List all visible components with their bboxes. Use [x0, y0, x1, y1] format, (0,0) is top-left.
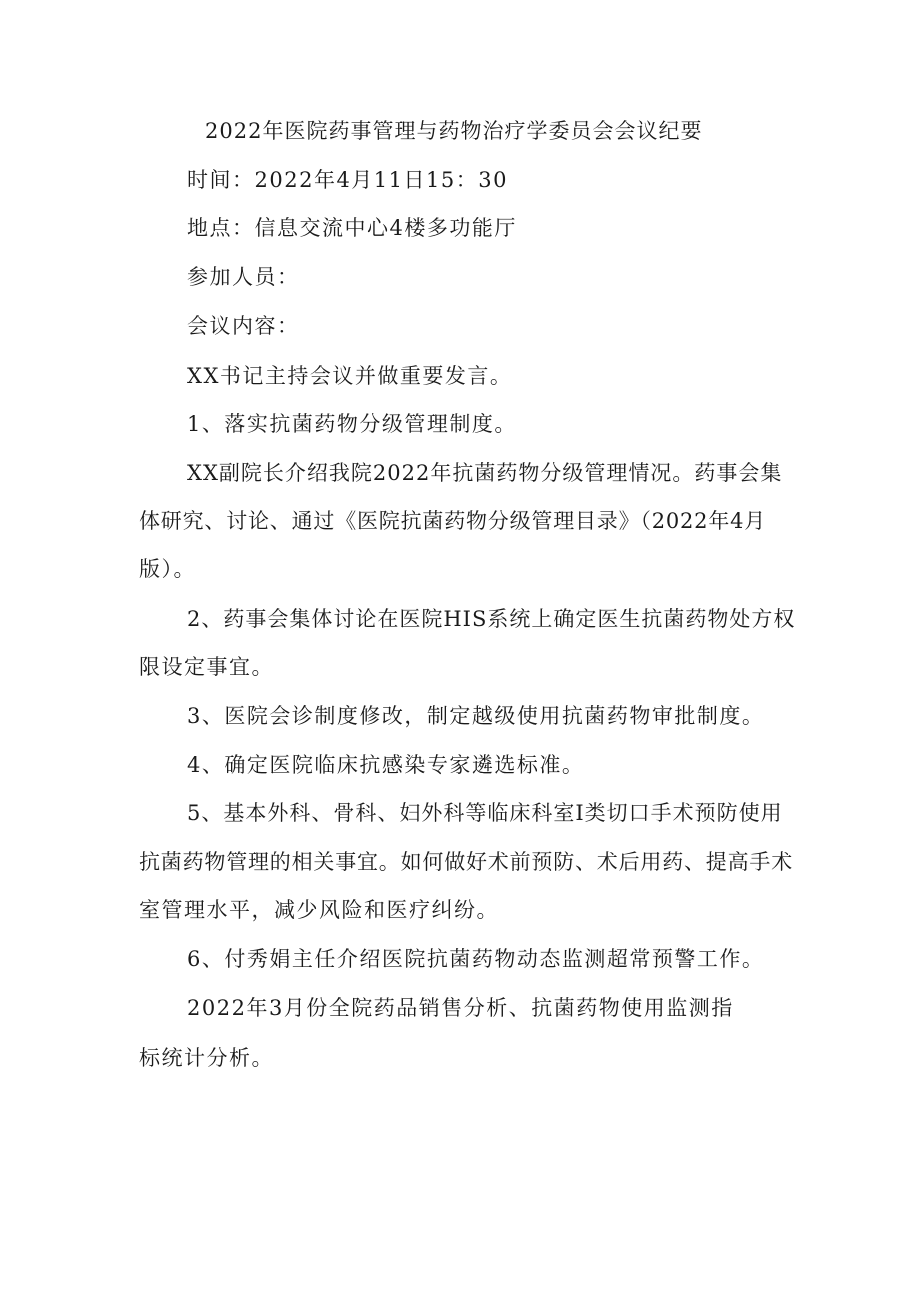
host-line: XX书记主持会议并做重要发言。: [187, 364, 513, 388]
document-title: 2022年医院药事管理与药物治疗学委员会会议纪要: [205, 119, 703, 143]
attendees-label: 参加人员：: [187, 265, 300, 289]
agenda-item-2-line-2: 限设定事宜。: [139, 655, 274, 679]
paragraph-1-line-3: 版）。: [139, 557, 196, 581]
agenda-item-5-line-1: 5、基本外科、骨科、妇外科等临床科室Ⅰ类切口手术预防使用: [187, 801, 783, 825]
agenda-item-3: 3、医院会诊制度修改，制定越级使用抗菌药物审批制度。: [187, 704, 765, 728]
paragraph-2-line-2: 标统计分析。: [139, 1046, 274, 1070]
agenda-item-5-line-3: 室管理水平，减少风险和医疗纠纷。: [139, 898, 499, 922]
agenda-item-6: 6、付秀娟主任介绍医院抗菌药物动态监测超常预警工作。: [187, 947, 765, 971]
paragraph-1-line-2: 体研究、讨论、通过《医院抗菌药物分级管理目录》（2022年4月: [139, 509, 767, 533]
agenda-item-1: 1、落实抗菌药物分级管理制度。: [187, 412, 517, 436]
paragraph-1-line-1: XX副院长介绍我院2022年抗菌药物分级管理情况。药事会集: [187, 461, 783, 485]
meeting-location: 地点：信息交流中心4楼多功能厅: [187, 216, 517, 240]
agenda-item-2-line-1: 2、药事会集体讨论在医院HIS系统上确定医生抗菌药物处方权: [187, 607, 796, 631]
meeting-time: 时间：2022年4月11日15：30: [187, 168, 508, 192]
paragraph-2-line-1: 2022年3月份全院药品销售分析、抗菌药物使用监测指: [187, 996, 734, 1020]
agenda-item-5-line-2: 抗菌药物管理的相关事宜。如何做好术前预防、术后用药、提高手术: [139, 850, 793, 874]
agenda-item-4: 4、确定医院临床抗感染专家遴选标准。: [187, 753, 585, 777]
content-label: 会议内容：: [187, 314, 300, 338]
